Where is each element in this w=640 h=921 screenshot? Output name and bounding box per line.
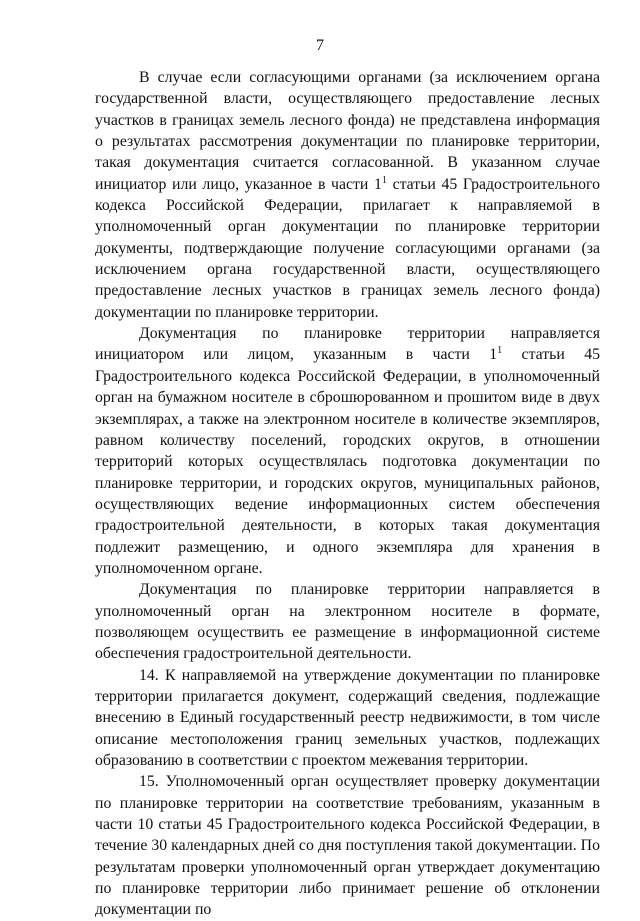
paragraph-text: 15. Уполномоченный орган осуществляет проверку документации по планировке территории на соответствие требованиям, указанным в части 10 статьи 45 Градостроительного кодекса Российской Федерации, в течение 30 календарных дней со дня поступления такой документации. По результатам проверки уполномоченный орган утверждает документацию по планировке территории либо принимает решение об отклонении документации по [95,773,600,919]
paragraph-item-15 [95,771,600,920]
paragraph-text-continued: статьи 45 Градостроительного кодекса Российской Федерации, в уполномоченный орган на бумажном носителе в сброшюрованном и прошитом виде в двух экземплярах, а также на электронном носителе в количестве экземпляров, равном количеству поселений, городских округов, в отношении территорий которых осуществлялась подготовка документации по планировке территории, и городских округов, муниципальных районов, осуществляющих ведение информационных систем обеспечения градостроительной деятельности, в которых такая документация подлежит размещению, и одного экземпляра для хранения в уполномоченном органе. [95,346,601,577]
paragraph-text: Документация по планировке территории направляется в уполномоченный орган на электронном носителе в формате, позволяющем осуществить ее размещение в информационной системе обеспечения градостроительной деятельности. [95,581,600,663]
page-number: 7 [316,37,324,54]
paragraph-text: 14. К направляемой на утверждение документации по планировке территории прилагается документ, содержащий сведения, подлежащие внесению в Единый государственный реестр недвижимости, в том числе описание местоположения границ земельных участков, подлежащих образованию в соответствии с проектом межевания территории. [95,666,600,769]
paragraph-item-14 [95,665,600,772]
paragraph-text: В случае если согласующими органами (за исключением органа государственной власти, осуществляющего предоставление лесных участков в границах земель лесного фонда) не представлена информация о результатах рассмотрения документации по планировке территории, такая документация считается согласованной. В указанном случае инициатор или лицо, указанное в части 1 [95,69,600,193]
superscript-index: 1 [381,174,387,186]
paragraph-electronic-format [95,579,600,664]
paragraph-text: Документация по планировке территории направляется инициатором или лицом, указанным в части 1 [95,325,600,364]
document-body [95,67,600,921]
paragraph-approval-status [95,67,600,323]
paragraph-text-continued: статьи 45 Градостроительного кодекса Российской Федерации, прилагает к направляемой в уполномоченный орган документации по планировке территории документы, подтверждающие получение согласующими органами (за исключением органа государственной власти, осуществляющего предоставление лесных участков в границах земель лесного фонда) документации по планировке территории. [95,175,600,321]
paragraph-submission-copies [95,323,600,579]
superscript-index: 1 [497,345,503,357]
